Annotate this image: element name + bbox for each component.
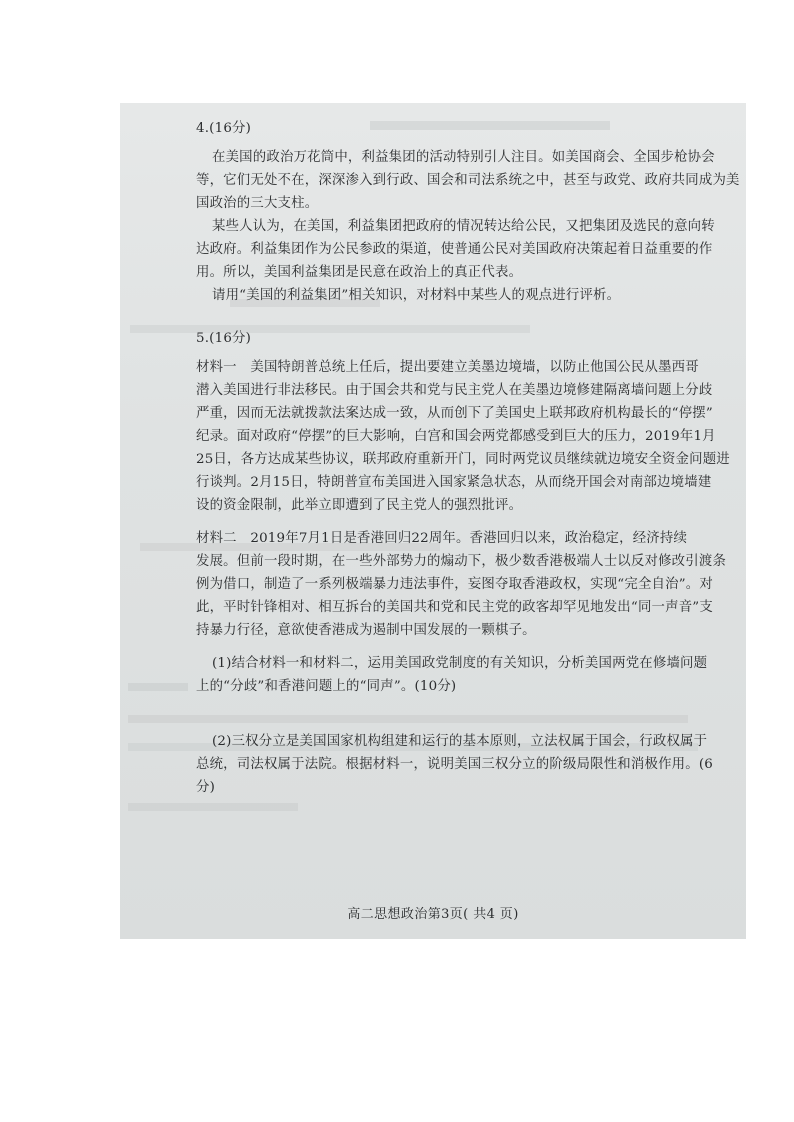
q5-material2-line: 材料二 2019年7月1日是香港回归22周年。香港回归以来，政治稳定，经济持续 — [196, 531, 688, 546]
q4-text-line: 达政府。利益集团作为公民参政的渠道，使普通公民对美国政府决策起着日益重要的作 — [196, 242, 713, 257]
q5-material1-line: 严重，因而无法就拨款法案达成一致，从而创下了美国史上联邦政府机构最长的“停摆” — [196, 406, 713, 421]
q5-material1-line: 潜入美国进行非法移民。由于国会共和党与民主党人在美墨边境修建隔离墙问题上分歧 — [196, 383, 713, 398]
q5-sub2-line: (2)三权分立是美国国家机构组建和运行的基本原则，立法权属于国会，行政权属于 — [212, 734, 708, 749]
q5-sub1-line: 上的“分歧”和香港问题上的“同声”。(10分) — [196, 679, 457, 694]
page-footer: 高二思想政治第3页( 共4 页) — [347, 907, 519, 922]
q4-text-line: 国政治的三大支柱。 — [196, 196, 319, 211]
q5-material2-line: 此，平时针锋相对、相互拆台的美国共和党和民主党的政客却罕见地发出“同一声音”支 — [196, 600, 713, 615]
q5-material2-line: 例为借口，制造了一系列极端暴力违法事件，妄图夺取香港政权，实现“完全自治”。对 — [196, 577, 713, 592]
bleed-through-mark — [128, 683, 188, 691]
q5-sub2-line: 分) — [196, 780, 216, 795]
q5-material1-line: 25日，各方达成某些协议，联邦政府重新开门，同时两党议员继续就边境安全资金问题进 — [196, 452, 730, 467]
question-content — [196, 117, 740, 799]
q5-material2-line: 发展。但前一段时期，在一些外部势力的煽动下，极少数香港极端人士以反对修改引渡条 — [196, 554, 727, 569]
bleed-through-mark — [128, 803, 298, 811]
q4-label: 4.(16分) — [196, 121, 252, 136]
q5-label: 5.(16分) — [196, 331, 252, 346]
q5-material1-line: 行谈判。2月15日，特朗普宣布美国进入国家紧急状态，从而绕开国会对南部边境墙建 — [196, 475, 712, 490]
q4-text-line: 等，它们无处不在，深深渗入到行政、国会和司法系统之中，甚至与政党、政府共同成为美 — [196, 173, 740, 188]
q5-material2-line: 持暴力行径，意欲使香港成为遏制中国发展的一颗棋子。 — [196, 623, 536, 638]
q4-text-line: 用。所以，美国利益集团是民意在政治上的真正代表。 — [196, 265, 523, 280]
q5-material1-line: 设的资金限制，此举立即遭到了民主党人的强烈批评。 — [196, 498, 523, 513]
q5-material1-line: 材料一 美国特朗普总统上任后，提出要建立美墨边境墙，以防止他国公民从墨西哥 — [196, 360, 699, 375]
q5-material1-line: 纪录。面对政府“停摆”的巨大影响，白宫和国会两党都感受到巨大的压力，2019年1月 — [196, 429, 716, 444]
q4-prompt: 请用“美国的利益集团”相关知识，对材料中某些人的观点进行评析。 — [212, 288, 621, 303]
q5-sub2-line: 总统，司法权属于法院。根据材料一，说明美国三权分立的阶级局限性和消极作用。(6 — [196, 757, 713, 772]
scanned-page — [120, 103, 746, 939]
q5-sub1-line: (1)结合材料一和材料二，运用美国政党制度的有关知识，分析美国两党在修墙问题 — [212, 656, 708, 671]
q4-text-line: 某些人认为，在美国，利益集团把政府的情况转达给公民，又把集团及选民的意向转 — [212, 219, 715, 234]
q4-text-line: 在美国的政治万花筒中，利益集团的活动特别引人注目。如美国商会、全国步枪协会 — [212, 150, 715, 165]
